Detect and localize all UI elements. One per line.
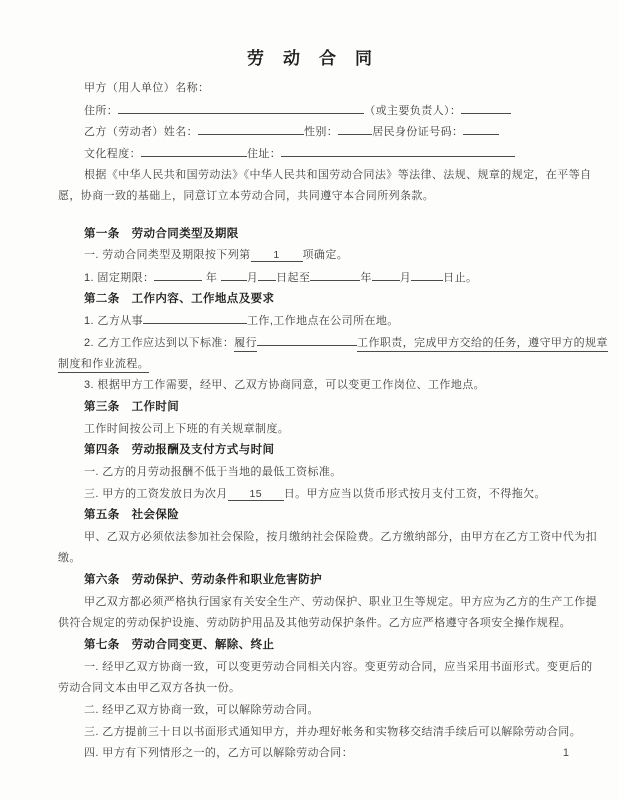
- text-run: 愿，协商一致的基础上，同意订立本劳动合同，共同遵守本合同所列条款。: [58, 190, 435, 203]
- text-run: 日止。: [443, 272, 478, 285]
- article-2-item-3: [0, 375, 619, 397]
- text-run: 文化程度：: [84, 147, 141, 160]
- article-1-item-2: [0, 267, 619, 289]
- text-run: 缴。: [58, 552, 81, 565]
- article-7-item-1-cont: [0, 678, 619, 700]
- text-run: 年: [202, 272, 221, 285]
- article-6-body-1: [0, 592, 619, 614]
- blank-field: [411, 267, 443, 281]
- text-run: 四. 甲方有下列情形之一的，乙方可以解除劳动合同：: [84, 747, 354, 760]
- article-5-body-1: [0, 527, 619, 549]
- text-run: 根据《中华人民共和国劳动法》《中华人民共和国劳动合同法》等法律、法规、规章的规定，在平等自: [84, 168, 592, 181]
- blank-field: [198, 121, 304, 135]
- article-4-item-3: [0, 484, 619, 506]
- text-run: 日。甲方应当以货币形式按月支付工资，不得拖欠。: [283, 487, 546, 500]
- blank-field: [251, 248, 303, 262]
- party-b-info-line: [0, 121, 619, 143]
- party-a-name-line: [0, 78, 619, 100]
- article-5-body-2: [0, 548, 619, 570]
- party-a-address-line: [0, 100, 619, 122]
- text-run: 第五条 社会保险: [84, 509, 180, 522]
- text-run: 月: [246, 272, 259, 285]
- article-7-item-1: [0, 657, 619, 679]
- blank-field: [258, 267, 276, 281]
- article-2-item-2: [0, 332, 619, 354]
- blank-field: [141, 143, 247, 157]
- blank-field: [338, 121, 372, 135]
- text-run: 三. 乙方提前三十日以书面形式通知甲方，并办理好帐务和实物移交结清手续后可以解除劳动合同。: [84, 725, 582, 738]
- article-5-heading: [0, 505, 619, 527]
- article-7-item-4: [0, 743, 619, 765]
- text-run: 三. 甲方的工资发放日为次月: [84, 487, 228, 500]
- text-run: 项确定。: [302, 249, 349, 262]
- text-run: 第一条 劳动合同类型及期限: [84, 227, 239, 240]
- text-run: 甲乙双方都必须严格执行国家有关安全生产、劳动保护、职业卫生等规定。甲方应为乙方的生产工作提: [84, 595, 597, 608]
- text-run: 第六条 劳动保护、劳动条件和职业危害防护: [84, 574, 322, 587]
- text-run: 年: [360, 272, 372, 285]
- contract-title: 劳动合同: [247, 49, 391, 68]
- text-run: 二. 经甲乙双方协商一致，可以解除劳动合同。: [84, 703, 319, 716]
- text-run: （或主要负责人）：: [364, 104, 462, 117]
- article-3-body: [0, 419, 619, 441]
- text-run: 居民身份证号码：: [372, 126, 464, 139]
- text-run: 工作,工作地点在公司所在地。: [247, 315, 399, 328]
- article-7-item-2: [0, 700, 619, 722]
- blank-field: [461, 100, 511, 114]
- text-run: 1. 固定期限：: [84, 272, 155, 285]
- article-7-item-3: [0, 722, 619, 744]
- blank-field: [228, 487, 284, 501]
- text-run: 月: [399, 272, 412, 285]
- text-run: 一. 劳动合同类型及期限按下列第: [84, 249, 251, 262]
- blank-field: [310, 267, 360, 281]
- text-run: 一. 乙方的月劳动报酬不低于当地的最低工资标准。: [84, 465, 342, 478]
- blank-field: [463, 121, 499, 135]
- text-run: 日起至: [276, 272, 311, 285]
- text-run: 住址：: [247, 147, 282, 160]
- text-run: 1. 乙方从事: [84, 315, 144, 328]
- blank-value: 15: [249, 487, 262, 500]
- text-run: 乙方（劳动者）姓名：: [84, 126, 198, 139]
- preamble-line-1: [0, 165, 619, 187]
- article-1-item-1: [0, 245, 619, 267]
- text-run: 第四条 劳动报酬及支付方式与时间: [84, 444, 275, 457]
- text-run: 工作职责，完成甲方交给的任务，遵守甲方的规章: [357, 337, 608, 352]
- article-4-item-1: [0, 462, 619, 484]
- blank-field: [257, 332, 357, 346]
- blank-field: [154, 267, 202, 281]
- blank-field: [143, 310, 247, 324]
- text-run: 甲、乙双方必须依法参加社会保险，按月缴纳社会保险费。乙方缴纳部分，由甲方在乙方工资中代为扣: [84, 530, 597, 543]
- blank-field: [372, 267, 400, 281]
- article-2-item-2-cont: [0, 354, 619, 376]
- blank-field: [221, 267, 247, 281]
- article-7-heading: [0, 635, 619, 657]
- text-run: 制度和作业流程。: [58, 358, 149, 373]
- text-run: 一. 经甲乙双方协商一致，可以变更劳动合同相关内容。变更劳动合同，应当采用书面形式。变更后的: [84, 660, 593, 673]
- text-run: 第二条 工作内容、工作地点及要求: [84, 292, 275, 305]
- article-6-body-2: [0, 613, 619, 635]
- text-run: 第三条 工作时间: [84, 400, 180, 413]
- text-run: 履行: [234, 337, 257, 352]
- contract-body: [0, 78, 619, 765]
- blank-value: 1: [273, 249, 280, 262]
- text-run: 性别：: [304, 126, 339, 139]
- text-run: 2. 乙方工作应达到以下标准：: [84, 337, 235, 350]
- text-run: 工作时间按公司上下班的有关规章制度。: [84, 422, 290, 435]
- page-number: 1: [562, 747, 569, 759]
- article-6-heading: [0, 570, 619, 592]
- text-run: 住所：: [84, 104, 119, 117]
- article-2-heading: [0, 289, 619, 311]
- blank-field: [118, 100, 364, 114]
- article-3-heading: [0, 397, 619, 419]
- preamble-line-2: [0, 186, 619, 208]
- article-2-item-1: [0, 310, 619, 332]
- article-1-heading: [0, 224, 619, 246]
- text-run: 甲方（用人单位）名称：: [84, 82, 210, 94]
- text-run: 3. 根据甲方工作需要，经甲、乙双方协商同意，可以变更工作岗位、工作地点。: [84, 379, 486, 392]
- text-run: 供符合规定的劳动保护设施、劳动防护用品及其他劳动保护条件。乙方应严格遵守各项安全操作规程。: [58, 617, 571, 630]
- article-4-heading: [0, 440, 619, 462]
- education-address-line: [0, 143, 619, 165]
- blank-field: [281, 143, 515, 157]
- text-run: 第七条 劳动合同变更、解除、终止: [84, 639, 275, 652]
- text-run: 劳动合同文本由甲乙双方各执一份。: [58, 682, 241, 695]
